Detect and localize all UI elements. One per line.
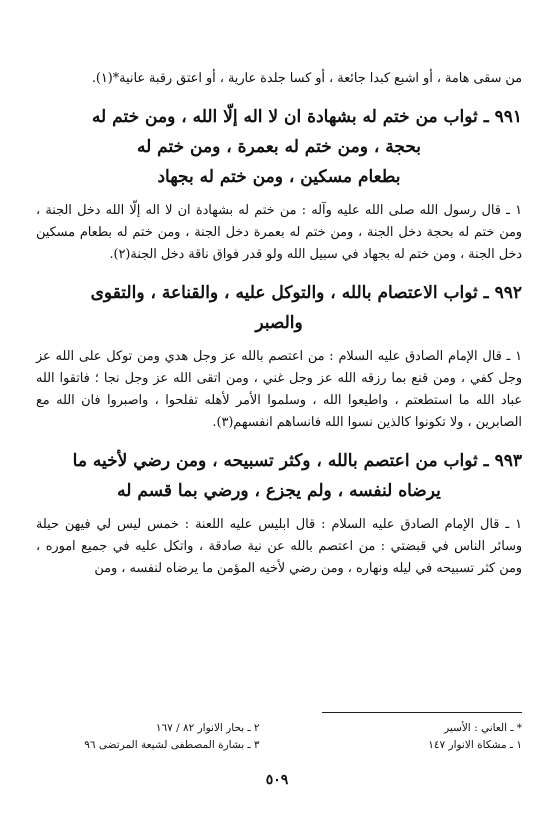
section-991-title-line-2: بحجة ، ومن ختم له بعمرة ، ومن ختم له xyxy=(136,137,422,157)
section-993-title-line-2: يرضاه لنفسه ، ولم يجزع ، ورضي بما قسم له xyxy=(117,481,441,501)
section-993-paragraph: ١ ـ قال الإمام الصادق عليه السلام : قال ابليس عليه اللعنة : خمس ليس لي فيهن حيلة وسائر الناس في قبضتي : من اعتصم بالله عن نية صادقة ، واتكل عليه في جميع اموره ، ومن كثر تسبيحه في ليله ونهاره ، ومن رضي لأخيه المؤمن ما يرضاه لنفسه ، ومن xyxy=(36,517,522,576)
section-992-title-line-2: والصبر xyxy=(255,313,303,333)
section-992-title-line-1: ٩٩٢ ـ ثواب الاعتصام بالله ، والتوكل عليه ، والقناعة ، والتقوى xyxy=(90,283,522,303)
section-993 xyxy=(36,446,522,580)
footnote-3: ٣ ـ بشارة المصطفى لشيعة المرتضى ٩٦ xyxy=(84,739,260,751)
section-992 xyxy=(36,278,522,434)
section-991-title-line-3: بطعام مسكين ، ومن ختم له بجهاد xyxy=(157,167,401,187)
footnotes-left-column xyxy=(36,720,260,754)
section-991 xyxy=(36,102,522,266)
intro-paragraph: من سقى هامة ، أو اشبع كبدا جائعة ، أو كسا جلدة عارية ، أو اعتق رقبة عانية*(١). xyxy=(91,71,522,86)
footnote-asterisk: * ـ العاني : الأسير xyxy=(444,722,522,734)
footnote-1: ١ ـ مشكاة الانوار ١٤٧ xyxy=(428,739,522,751)
footnote-2: ٢ ـ بحار الانوار ٨٢ / ١٦٧ xyxy=(155,722,260,734)
footnotes xyxy=(36,712,522,754)
section-991-paragraph: ١ ـ قال رسول الله صلى الله عليه وآله : من ختم له بشهادة ان لا اله إلّا الله دخل الجنة ، ومن ختم له بحجة دخل الجنة ، ومن ختم له بعمرة دخل الجنة ، ومن ختم له بطعام مسكين دخل الجنة ، ومن ختم له بجهاد في سبيل الله ولو قدر فواق ناقة دخل الجنة(٢). xyxy=(36,203,522,262)
section-993-title-line-1: ٩٩٣ ـ ثواب من اعتصم بالله ، وكثر تسبيحه ، ومن رضي لأخيه ما xyxy=(72,451,522,471)
section-991-title-line-1: ٩٩١ ـ ثواب من ختم له بشهادة ان لا اله إلّا الله ، ومن ختم له xyxy=(91,107,522,127)
page-number: ٥٠٩ xyxy=(265,772,289,788)
footnotes-right-column xyxy=(298,720,522,754)
page-content xyxy=(36,68,522,580)
section-992-paragraph: ١ ـ قال الإمام الصادق عليه السلام : من اعتصم بالله عز وجل هدي ومن توكل على الله عز وجل كفي ، ومن قنع بما رزقه الله عز وجل غني ، ومن اتقى الله عز وجل نجا ؛ فاتقوا الله عباد الله ما استطعتم ، واطيعوا الله ، وسلموا الأمر لأهله تفلحوا ، واصبروا فان الله مع الصابرين ، ولا تكونوا كالذين نسوا الله فانساهم انفسهم(٣). xyxy=(36,349,522,430)
footnote-divider xyxy=(322,712,522,713)
